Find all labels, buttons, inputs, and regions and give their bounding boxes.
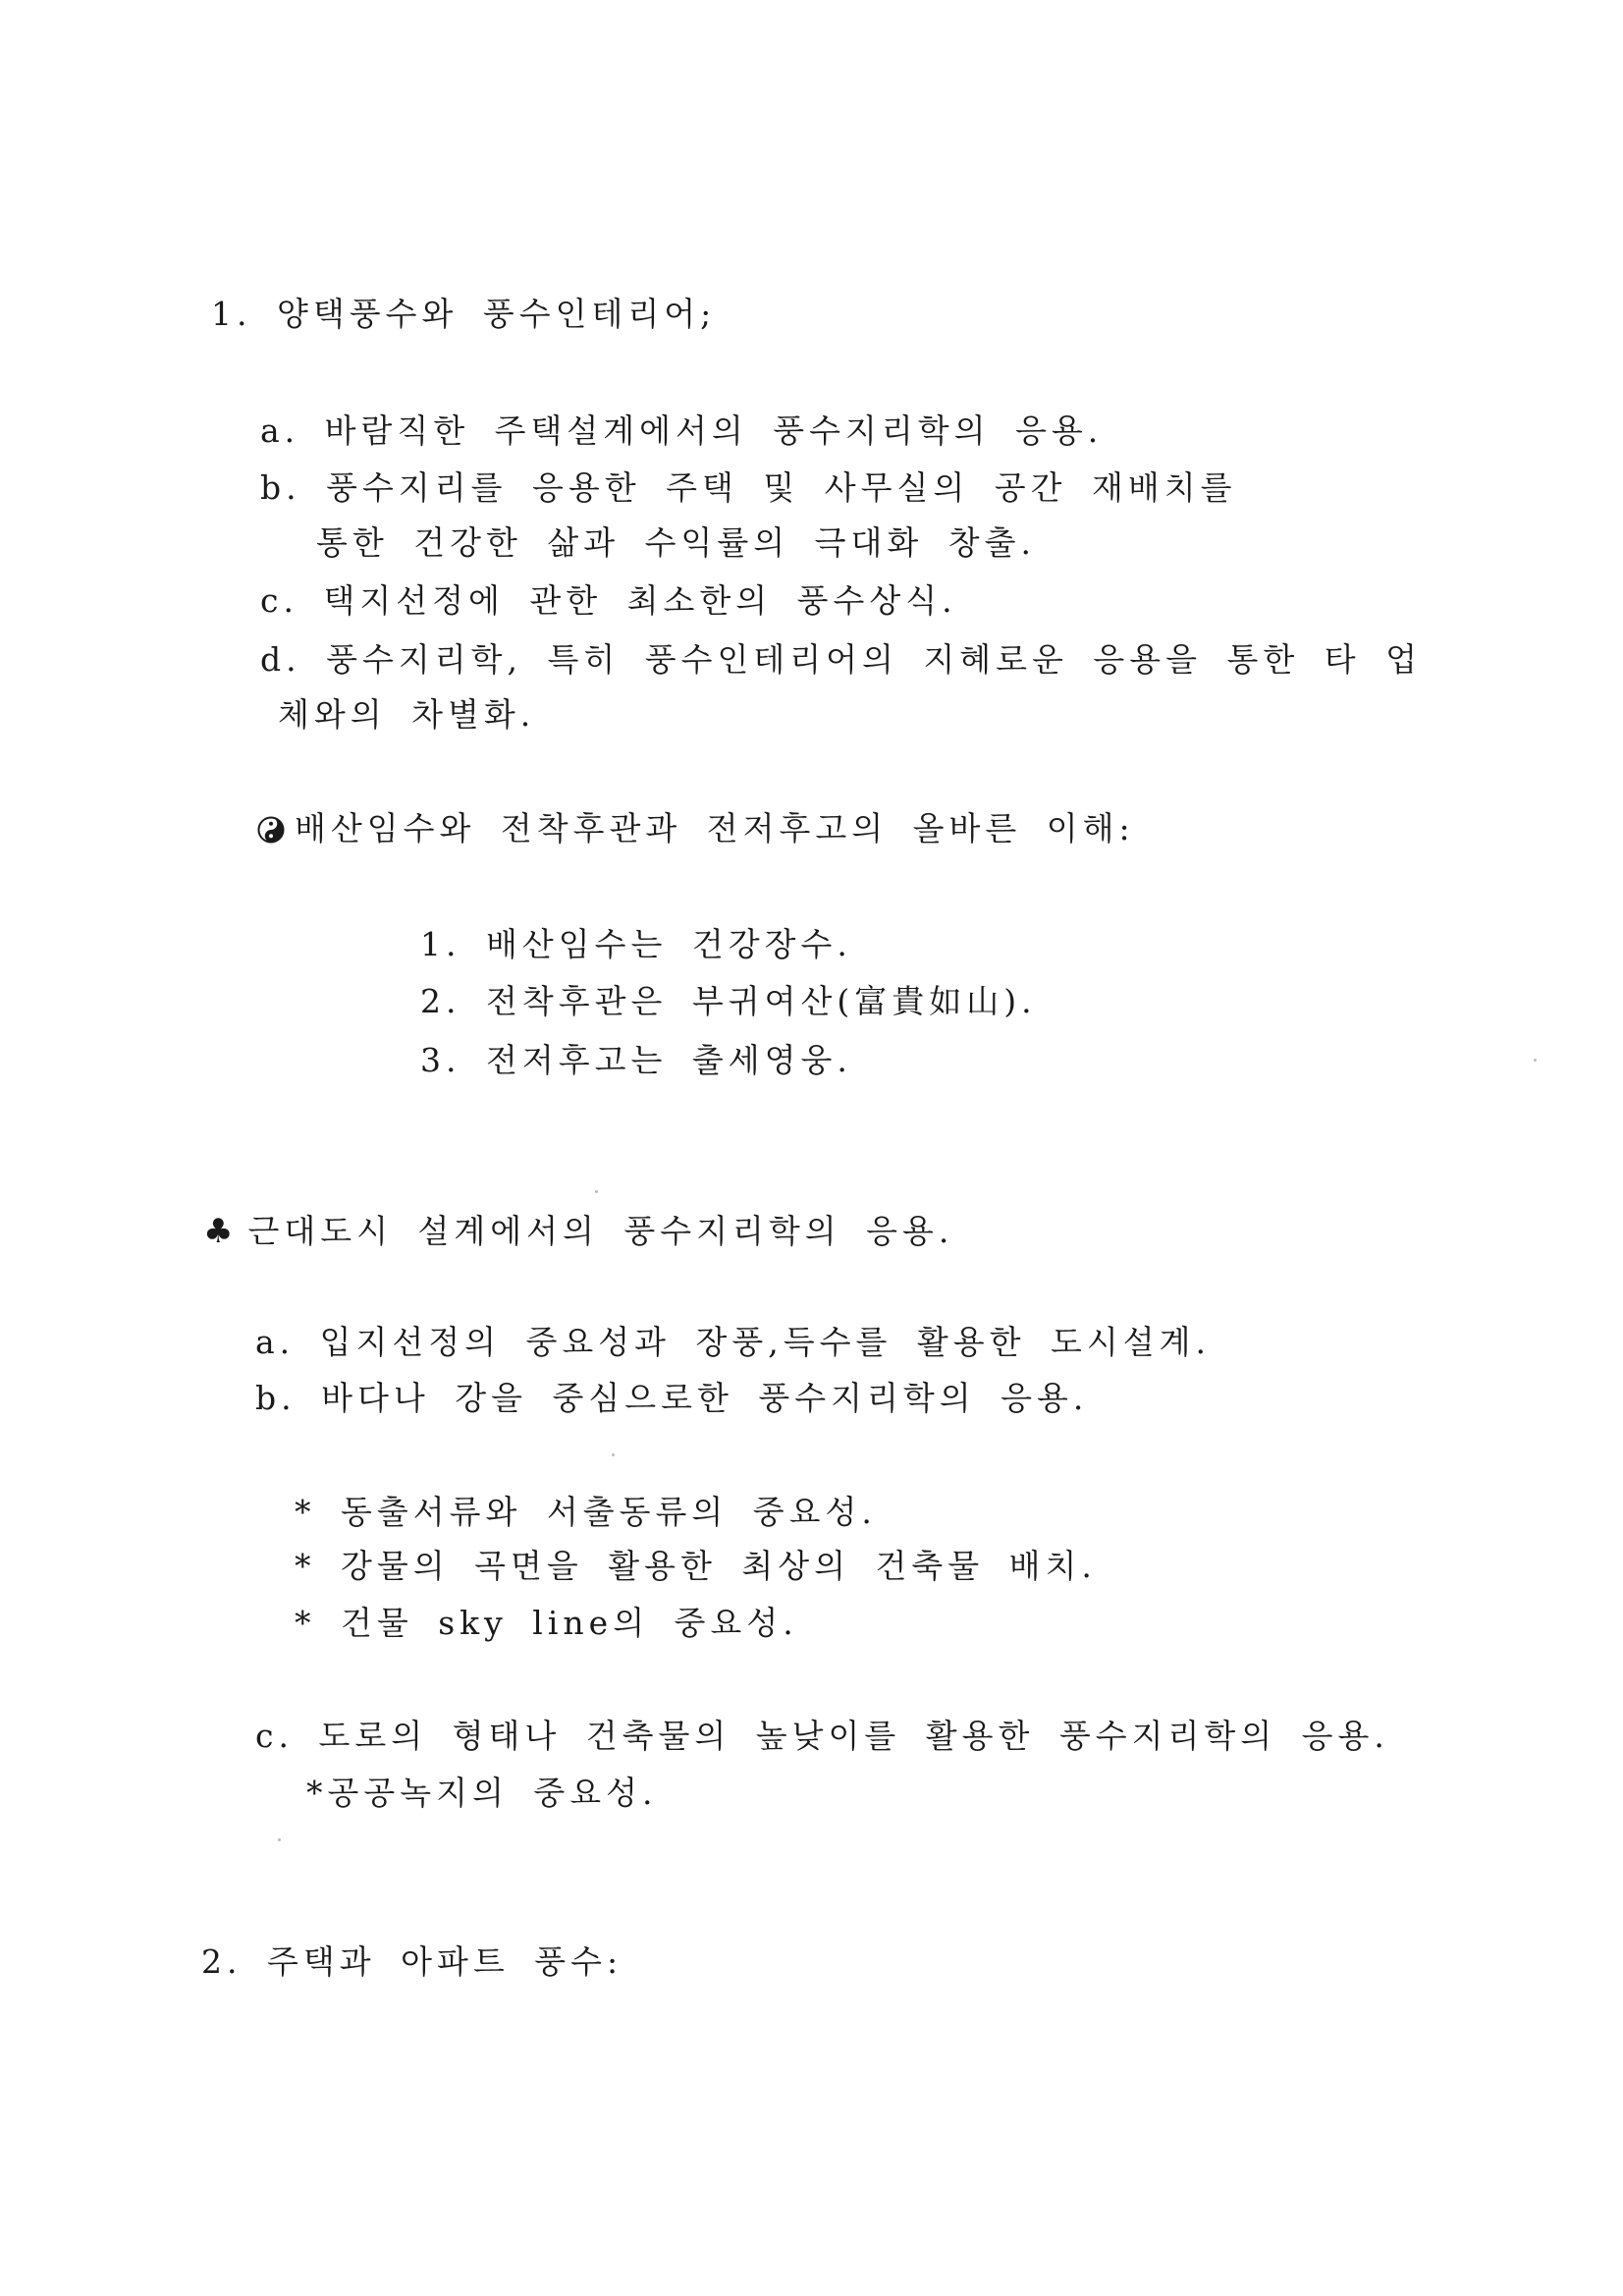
scan-speck	[278, 1838, 281, 1841]
principles-heading-line	[257, 807, 1135, 854]
city-heading: 근대도시 설계에서의 풍수지리학의 응용.	[247, 1212, 954, 1250]
city-heading-line	[203, 1210, 953, 1253]
city-item-c: c. 도로의 형태나 건축물의 높낮이를 활용한 풍수지리학의 응용.	[255, 1717, 1389, 1755]
principles-heading: 배산임수와 전착후관과 전저후고의 올바른 이해:	[295, 809, 1135, 847]
section-1-item-c: c. 택지선정에 관한 최소한의 풍수상식.	[260, 581, 957, 620]
section-1-heading: 1. 양택풍수와 풍수인테리어;	[211, 295, 717, 333]
section-2-heading: 2. 주택과 아파트 풍수:	[201, 1942, 623, 1981]
city-subitem-2: * 강물의 곡면을 활용한 최상의 건축물 배치.	[295, 1547, 1097, 1585]
city-item-a: a. 입지선정의 중요성과 장풍,득수를 활용한 도시설계.	[255, 1323, 1212, 1361]
city-item-b: b. 바다나 강을 중심으로한 풍수지리학의 응용.	[255, 1379, 1089, 1417]
taegeuk-icon	[257, 811, 285, 854]
section-1-item-b: b. 풍수지리를 응용한 주택 및 사무실의 공간 재배치를	[260, 468, 1237, 507]
section-1-item-a: a. 바람직한 주택설계에서의 풍수지리학의 응용.	[260, 411, 1104, 450]
city-subitem-3: * 건물 sky line의 중요성.	[295, 1604, 798, 1642]
principle-item-1: 1. 배산임수는 건강장수.	[420, 925, 852, 963]
city-subitem-1: * 동출서류와 서출동류의 중요성.	[295, 1493, 877, 1531]
section-1-item-d-continued: 체와의 차별화.	[278, 695, 536, 734]
city-item-c-sub: *공공녹지의 중요성.	[306, 1774, 658, 1812]
section-1-item-b-continued: 통한 건강한 삶과 수익률의 극대화 창출.	[316, 523, 1036, 562]
scan-speck	[612, 1453, 615, 1456]
scan-speck	[1534, 1059, 1537, 1062]
principle-item-2: 2. 전착후관은 부귀여산(富貴如山).	[420, 982, 1037, 1020]
club-icon: ♣	[203, 1212, 239, 1251]
section-1-item-d: d. 풍수지리학, 특히 풍수인테리어의 지혜로운 응용을 통한 타 업	[260, 640, 1422, 679]
scan-speck	[595, 1190, 598, 1193]
principle-item-3: 3. 전저후고는 출세영웅.	[420, 1041, 852, 1079]
